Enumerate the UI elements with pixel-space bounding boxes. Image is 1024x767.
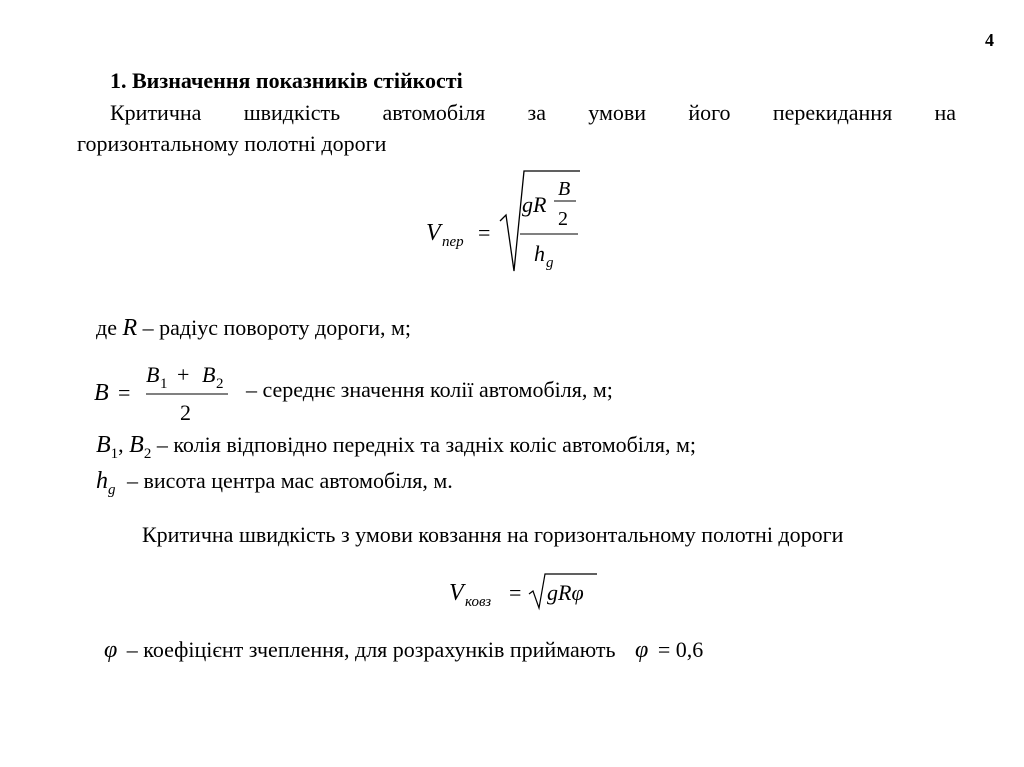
phi-symbol: φ xyxy=(104,637,118,663)
formula-b: B xyxy=(558,178,571,200)
word: швидкість xyxy=(243,100,341,125)
b1-subscript: 1 xyxy=(160,376,168,392)
b2-symbol: B xyxy=(129,432,144,458)
formula-gr: gR xyxy=(522,192,547,217)
r-symbol: R xyxy=(122,315,138,341)
denominator: 2 xyxy=(180,400,191,425)
word: на xyxy=(934,100,956,125)
friction-coefficient-line xyxy=(104,638,703,662)
plus-sign: + xyxy=(177,362,190,387)
sliding-paragraph: Критична швидкість з умови ковзання на горизонтальному полотні дороги xyxy=(142,522,844,547)
r-description: – радіус повороту дороги, м; xyxy=(142,315,412,340)
word: за xyxy=(527,100,547,125)
b2-subscript: 2 xyxy=(216,376,224,392)
intro-paragraph-line-2: горизонтальному полотні дороги xyxy=(77,131,387,156)
b2-subscript: 2 xyxy=(143,446,152,462)
definition-radius xyxy=(96,316,411,340)
b12-description: – колія відповідно передніх та задніх коліс автомобіля, м; xyxy=(156,432,697,457)
formula-h: h xyxy=(534,241,545,266)
sliding-speed-formula xyxy=(445,570,605,614)
h-description: – висота центра мас автомобіля, м. xyxy=(127,468,453,493)
comma: , xyxy=(118,432,124,457)
formula-equals: = xyxy=(478,220,491,245)
v-symbol: V xyxy=(449,580,464,606)
page-number: 4 xyxy=(985,30,994,50)
word: перекидання xyxy=(772,100,893,125)
rollover-speed-formula xyxy=(420,165,600,280)
v-subscript: ковз xyxy=(465,594,492,610)
track-formula xyxy=(94,360,244,430)
formula-v-symbol: V xyxy=(426,220,441,246)
equals-sign: = xyxy=(657,637,671,662)
formula-two: 2 xyxy=(558,208,568,230)
intro-paragraph-line-1 xyxy=(110,102,956,124)
h-subscript: g xyxy=(108,482,116,498)
word: його xyxy=(688,100,731,125)
word: умови xyxy=(588,100,647,125)
formula-h-subscript: g xyxy=(546,255,554,271)
definition-center-of-mass-height xyxy=(96,468,453,498)
b1-symbol: B xyxy=(146,362,160,387)
equals-sign: = xyxy=(509,580,522,605)
b2-symbol: B xyxy=(202,362,216,387)
b-description: – середнє значення колії автомобіля, м; xyxy=(246,377,613,402)
section-heading: 1. Визначення показників стійкості xyxy=(110,68,463,93)
b-symbol: B xyxy=(94,380,109,406)
formula-v-subscript: пер xyxy=(442,234,464,250)
phi-description: – коефіцієнт зчеплення, для розрахунків приймають xyxy=(126,637,616,662)
where-word: де xyxy=(96,315,117,340)
h-symbol: h xyxy=(96,468,108,494)
phi-symbol-2: φ xyxy=(635,637,649,663)
b1-subscript: 1 xyxy=(110,446,119,462)
word: Критична xyxy=(110,100,202,125)
phi-value: 0,6 xyxy=(675,637,704,662)
word: автомобіля xyxy=(382,100,486,125)
equals-sign: = xyxy=(118,380,131,405)
definition-track-widths xyxy=(96,432,697,462)
radicand: gRφ xyxy=(547,580,584,605)
b1-symbol: B xyxy=(96,432,111,458)
